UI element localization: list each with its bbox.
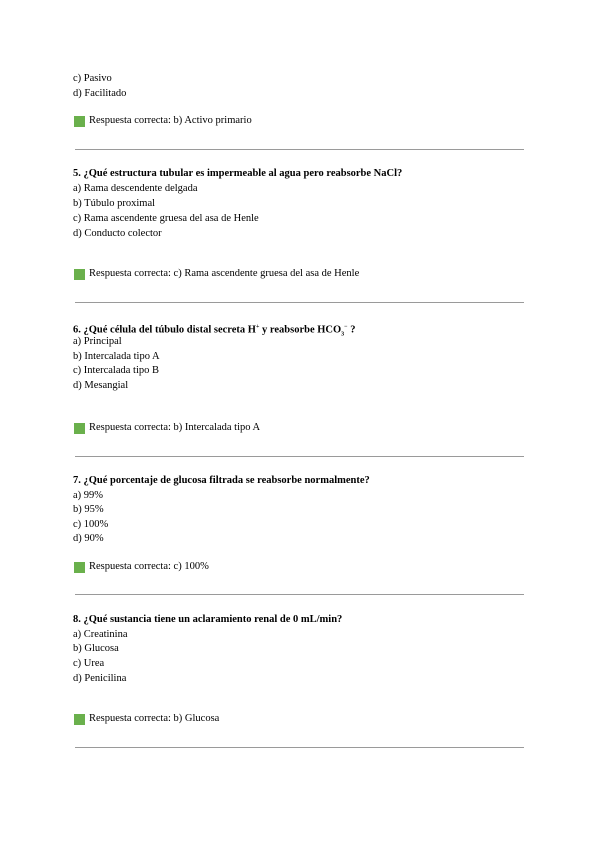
option-q6-c: c) Intercalada tipo B [73,365,159,376]
option-q6-b: b) Intercalada tipo A [73,351,160,362]
option-q5-b: b) Túbulo proximal [73,198,156,209]
option-q6-a: a) Principal [73,336,122,347]
answer-q8-text: Respuesta correcta: b) Glucosa [89,713,220,724]
option-q5-a: a) Rama descendente delgada [73,183,198,194]
option-q7-c: c) 100% [73,519,109,530]
divider [75,302,524,303]
option-q8-a: a) Creatinina [73,629,128,640]
green-square-icon [74,269,85,280]
answer-q4-text: Respuesta correcta: b) Activo primario [89,115,252,126]
answer-q6-text: Respuesta correcta: b) Intercalada tipo A [89,422,261,433]
option-q8-c: c) Urea [73,658,105,669]
green-square-icon [74,423,85,434]
answer-q6 [73,421,260,435]
answer-q7 [73,560,209,574]
option-q5-d: d) Conducto colector [73,228,162,239]
green-square-icon [74,562,85,573]
question-6: 6. ¿Qué célula del túbulo distal secreta H+ y reabsorbe $HCO_3^-$ ? [73,324,356,338]
option-q8-d: d) Penicilina [73,673,127,684]
divider [75,747,524,748]
option-q4-c: c) Pasivo [73,73,112,84]
question-7: 7. ¿Qué porcentaje de glucosa filtrada se reabsorbe normalmente? [73,475,370,486]
green-square-icon [74,714,85,725]
answer-q5 [73,267,359,281]
option-q7-d: d) 90% [73,533,104,544]
answer-q4 [73,114,252,128]
divider [75,456,524,457]
question-5: 5. ¿Qué estructura tubular es impermeable al agua pero reabsorbe NaCl? [73,168,403,179]
option-q7-a: a) 99% [73,490,104,501]
answer-q7-text: Respuesta correcta: c) 100% [89,561,209,572]
option-q6-d: d) Mesangial [73,380,129,391]
option-q8-b: b) Glucosa [73,643,119,654]
answer-q5-text: Respuesta correcta: c) Rama ascendente gruesa del asa de Henle [89,268,360,279]
question-8: 8. ¿Qué sustancia tiene un aclaramiento renal de 0 mL/min? [73,614,343,625]
option-q7-b: b) 95% [73,504,104,515]
divider [75,594,524,595]
green-square-icon [74,116,85,127]
answer-q8 [73,712,219,726]
option-q5-c: c) Rama ascendente gruesa del asa de Henle [73,213,259,224]
divider [75,149,524,150]
option-q4-d: d) Facilitado [73,88,127,99]
